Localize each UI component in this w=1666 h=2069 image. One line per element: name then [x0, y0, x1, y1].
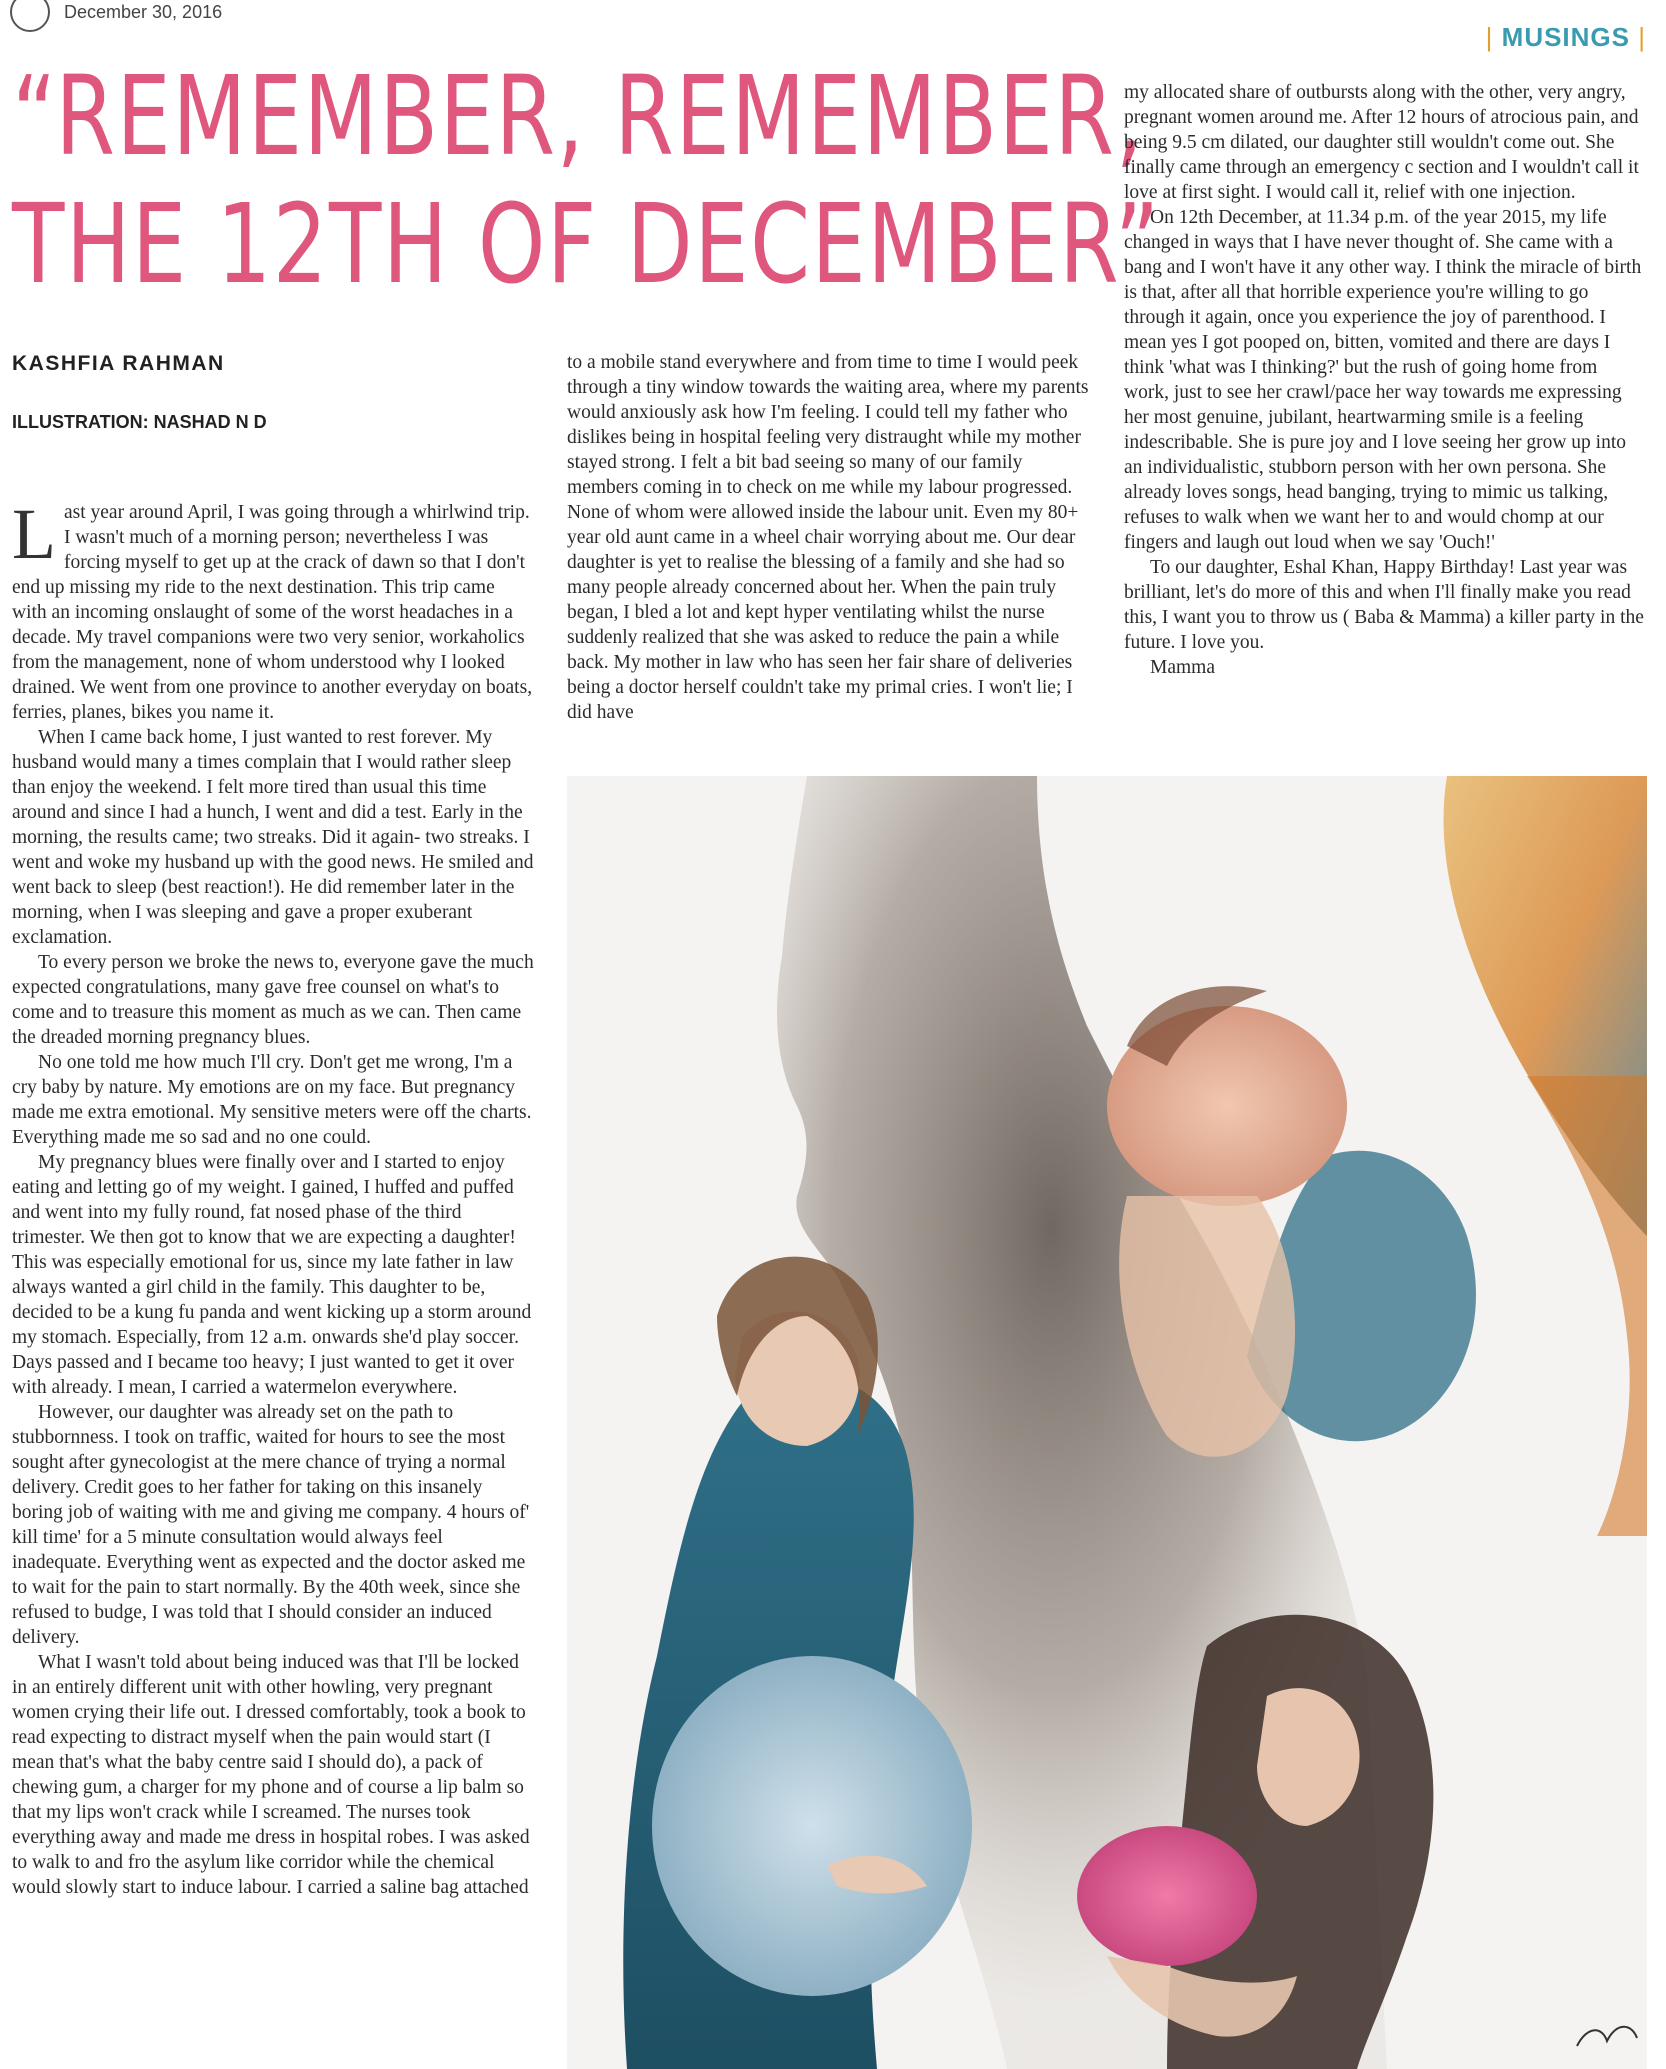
- section-bar-right: |: [1638, 22, 1646, 52]
- paragraph: However, our daughter was already set on the path to stubbornness. I took on traffic, waited for hours to see the most sought after gynecologist at the mere chance of trying a normal delivery. Credit goes to her father for taking on this insanely boring job of waiting with me and giving me company. 4 hours of' kill time' for a 5 minute consultation would always feel inadequate. Everything went as expected and the doctor asked me to wait for the pain to start normally. By the 40th week, since she refused to budge, I was told that I should consider an induced delivery.: [12, 1402, 530, 1648]
- section-label-text: MUSINGS: [1501, 22, 1630, 52]
- signoff: Mamma: [1150, 657, 1215, 678]
- watercolor-illustration: [567, 776, 1647, 2069]
- paragraph: [12, 500, 534, 725]
- paragraph: to a mobile stand everywhere and from time to time I would peek through a tiny window towards the waiting area, where my parents would anxiously ask how I'm feeling. I could tell my father who dislikes being in hospital feeling very distraught while my mother stayed strong. I felt a bit bad seeing so many of our family members coming in to check on me while my labour progressed. None of whom were allowed inside the labour unit. Even my 80+ year old aunt came in a wheel chair worrying about me. Our dear daughter is yet to realise the blessing of a family and she had so many people already concerned about her. When the pain truly began, I bled a lot and kept hyper ventilating whilst the nurse suddenly realized that she was asked to reduce the pain a while back. My mother in law who has seen her fair share of deliveries being a doctor herself couldn't take my primal cries. I won't lie; I did have: [567, 352, 1089, 723]
- paragraph: No one told me how much I'll cry. Don't get me wrong, I'm a cry baby by nature. My emotions are on my face. But pregnancy made me extra emotional. My sensitive meters were off the charts. Everything made me so sad and no one could.: [12, 1052, 532, 1148]
- newborn-baby: [1077, 1826, 1257, 1966]
- headline: [12, 52, 1161, 308]
- illustration-credit: ILLUSTRATION: NASHAD N D: [12, 412, 267, 432]
- article-column-3: [1124, 80, 1646, 680]
- paragraph: What I wasn't told about being induced was that I'll be locked in an entirely different unit with other howling, very pregnant women crying their life out. I dressed comfortably, took a book to read expecting to distract myself when the pain would start (I mean that's what the baby centre said I should do), a pack of chewing gum, a charger for my phone and of course a lip balm so that my lips won't crack while I screamed. The nurses took everything away and made me dress in hospital robes. I was asked to walk to and fro the asylum like corridor while the chemical would slowly start to induce labour. I carried a saline bag attached: [12, 1652, 530, 1898]
- headline-line-2: THE 12TH OF DECEMBER”: [12, 180, 1161, 308]
- paragraph: To every person we broke the news to, everyone gave the much expected congratulations, many gave free counsel on what's to come and to treasure this moment as much as we can. Then came the dreaded morning pregnancy blues.: [12, 952, 534, 1048]
- paragraph: My pregnancy blues were finally over and I started to enjoy eating and letting go of my weight. I gained, I huffed and puffed and went into my fully round, fat nosed phase of the third trimester. We then got to know that we are expecting a daughter! This was especially emotional for us, since my late father in law always wanted a girl child in the family. This daughter to be, decided to be a kung fu panda and went kicking up a storm around my stomach. Especially, from 12 a.m. onwards she'd play soccer. Days passed and I became too heavy; I just wanted to get it over with already. I mean, I carried a watermelon everywhere.: [12, 1152, 532, 1398]
- section-bar-left: |: [1485, 22, 1494, 52]
- article-column-1: [12, 500, 534, 2069]
- paragraph: When I came back home, I just wanted to rest forever. My husband would many a times complain that I would rather sleep than enjoy the weekend. I felt more tired than usual this time around and since I had a hunch, I went and did a test. Early in the morning, the results came; two streaks. Did it again- two streaks. I went and woke my husband up with the good news. He smiled and went back to sleep (best reaction!). He did remember later in the morning, when I was sleeping and gave a proper exuberant exclamation.: [12, 727, 534, 948]
- publication-date: December 30, 2016: [64, 1, 223, 22]
- paragraph: my allocated share of outbursts along with the other, very angry, pregnant women around me. After 12 hours of atrocious pain, and being 9.5 cm dilated, our daughter still wouldn't come out. She finally came through an emergency c section and I wouldn't call it love at first sight. I would call it, relief with one injection.: [1124, 82, 1639, 203]
- illustration-artwork: [567, 776, 1647, 2069]
- dateline-circle-icon: [10, 0, 50, 32]
- paragraph: To our daughter, Eshal Khan, Happy Birthday! Last year was brilliant, let's do more of this and when I'll finally make you read this, I want you to throw us ( Baba & Mamma) a killer party in the future. I love you.: [1124, 557, 1644, 653]
- article-column-2: [567, 350, 1089, 725]
- headline-line-1: “REMEMBER, REMEMBER,: [12, 52, 1145, 180]
- paragraph-text: ast year around April, I was going through a whirlwind trip. I wasn't much of a morning person; nevertheless I was forcing myself to get up at the crack of dawn so that I don't end up missing my ride to the next destination. This trip came with an incoming onslaught of some of the worst headaches in a decade. My travel companions were two very senior, workaholics from the management, none of whom understood why I looked drained. We went from one province to another everyday on boats, ferries, planes, bikes you name it.: [12, 502, 533, 723]
- paragraph: On 12th December, at 11.34 p.m. of the year 2015, my life changed in ways that I have never thought of. She came with a bang and I won't have it any other way. I think the miracle of birth is that, after all that horrible experience you're willing to go through it again, once you experience the joy of parenthood. I mean yes I got pooped on, bitten, vomited and there are days I think 'what was I thinking?' but the rush of going home from work, just to see her crawl/pace her way towards me expressing her most genuine, jubilant, heartwarming smile is a feeling indescribable. She is pure joy and I love seeing her grow up into an individualistic, stubborn person with her own persona. She already loves songs, head banging, trying to mimic us talking, refuses to walk when we want her to and would chomp at our fingers and laugh out loud when we say 'Ouch!': [1124, 207, 1642, 553]
- byline: KASHFIA RAHMAN: [12, 352, 225, 375]
- pregnant-belly: [652, 1656, 972, 1996]
- section-label: [1486, 22, 1646, 53]
- drop-cap: L: [12, 500, 56, 574]
- dateline: [10, 0, 222, 32]
